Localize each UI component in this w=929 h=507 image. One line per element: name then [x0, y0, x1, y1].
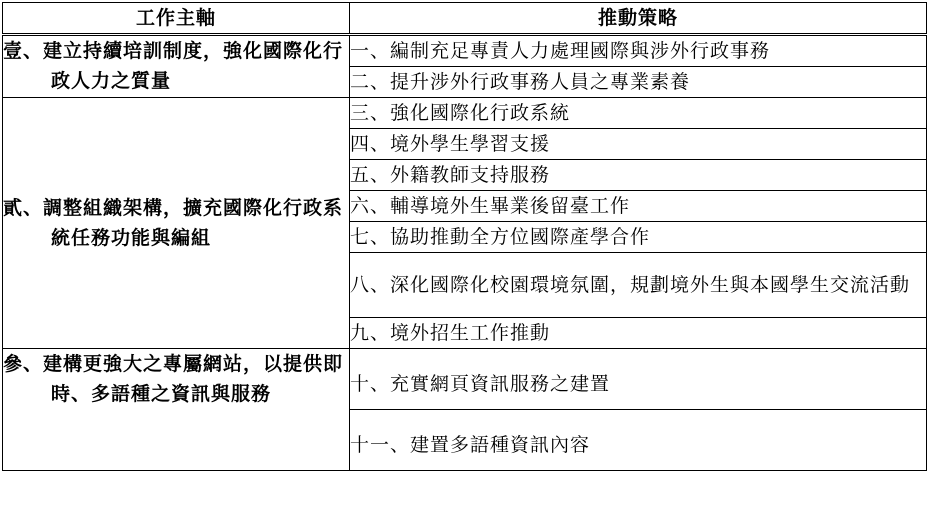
strategy-cell [350, 410, 927, 471]
strategy-cell [350, 349, 927, 410]
strategy-text: 十、充實網頁資訊服務之建置 [350, 373, 611, 395]
axis-cell-2 [3, 98, 350, 349]
strategy-table [2, 2, 927, 471]
header-axis: 工作主軸 [3, 3, 350, 35]
header-row [3, 3, 927, 35]
strategy-text: 六、輔導境外生畢業後留臺工作 [350, 195, 631, 217]
strategy-text: 二、提升涉外行政事務人員之專業素養 [350, 71, 691, 93]
header-strategy: 推動策略 [350, 3, 927, 35]
axis-text-1: 壹、建立持續培訓制度，強化國際化行政人力之質量 [3, 40, 344, 92]
table-row [3, 98, 927, 129]
strategy-text: 四、境外學生學習支援 [350, 133, 551, 155]
strategy-text: 十一、建置多語種資訊內容 [350, 434, 591, 456]
strategy-cell [350, 253, 927, 318]
table-row [3, 35, 927, 67]
strategy-cell [350, 191, 927, 222]
strategy-cell [350, 35, 927, 67]
strategy-cell [350, 318, 927, 349]
table-row [3, 349, 927, 410]
axis-text-3: 參、建構更強大之專屬網站，以提供即時、多語種之資訊與服務 [3, 353, 344, 405]
strategy-text: 一、編制充足專責人力處理國際與涉外行政事務 [350, 40, 771, 62]
strategy-text: 八、深化國際化校園環境氛圍，規劃境外生與本國學生交流活動 [350, 274, 911, 296]
strategy-cell [350, 222, 927, 253]
axis-text-2: 貳、調整組織架構，擴充國際化行政系統任務功能與編組 [3, 197, 344, 249]
strategy-text: 五、外籍教師支持服務 [350, 164, 551, 186]
strategy-cell [350, 129, 927, 160]
axis-cell-1 [3, 35, 350, 98]
axis-cell-3 [3, 349, 350, 471]
strategy-text: 九、境外招生工作推動 [350, 322, 551, 344]
strategy-cell [350, 67, 927, 98]
strategy-text: 三、強化國際化行政系統 [350, 102, 571, 124]
strategy-text: 七、協助推動全方位國際產學合作 [350, 226, 651, 248]
strategy-cell [350, 160, 927, 191]
strategy-cell [350, 98, 927, 129]
